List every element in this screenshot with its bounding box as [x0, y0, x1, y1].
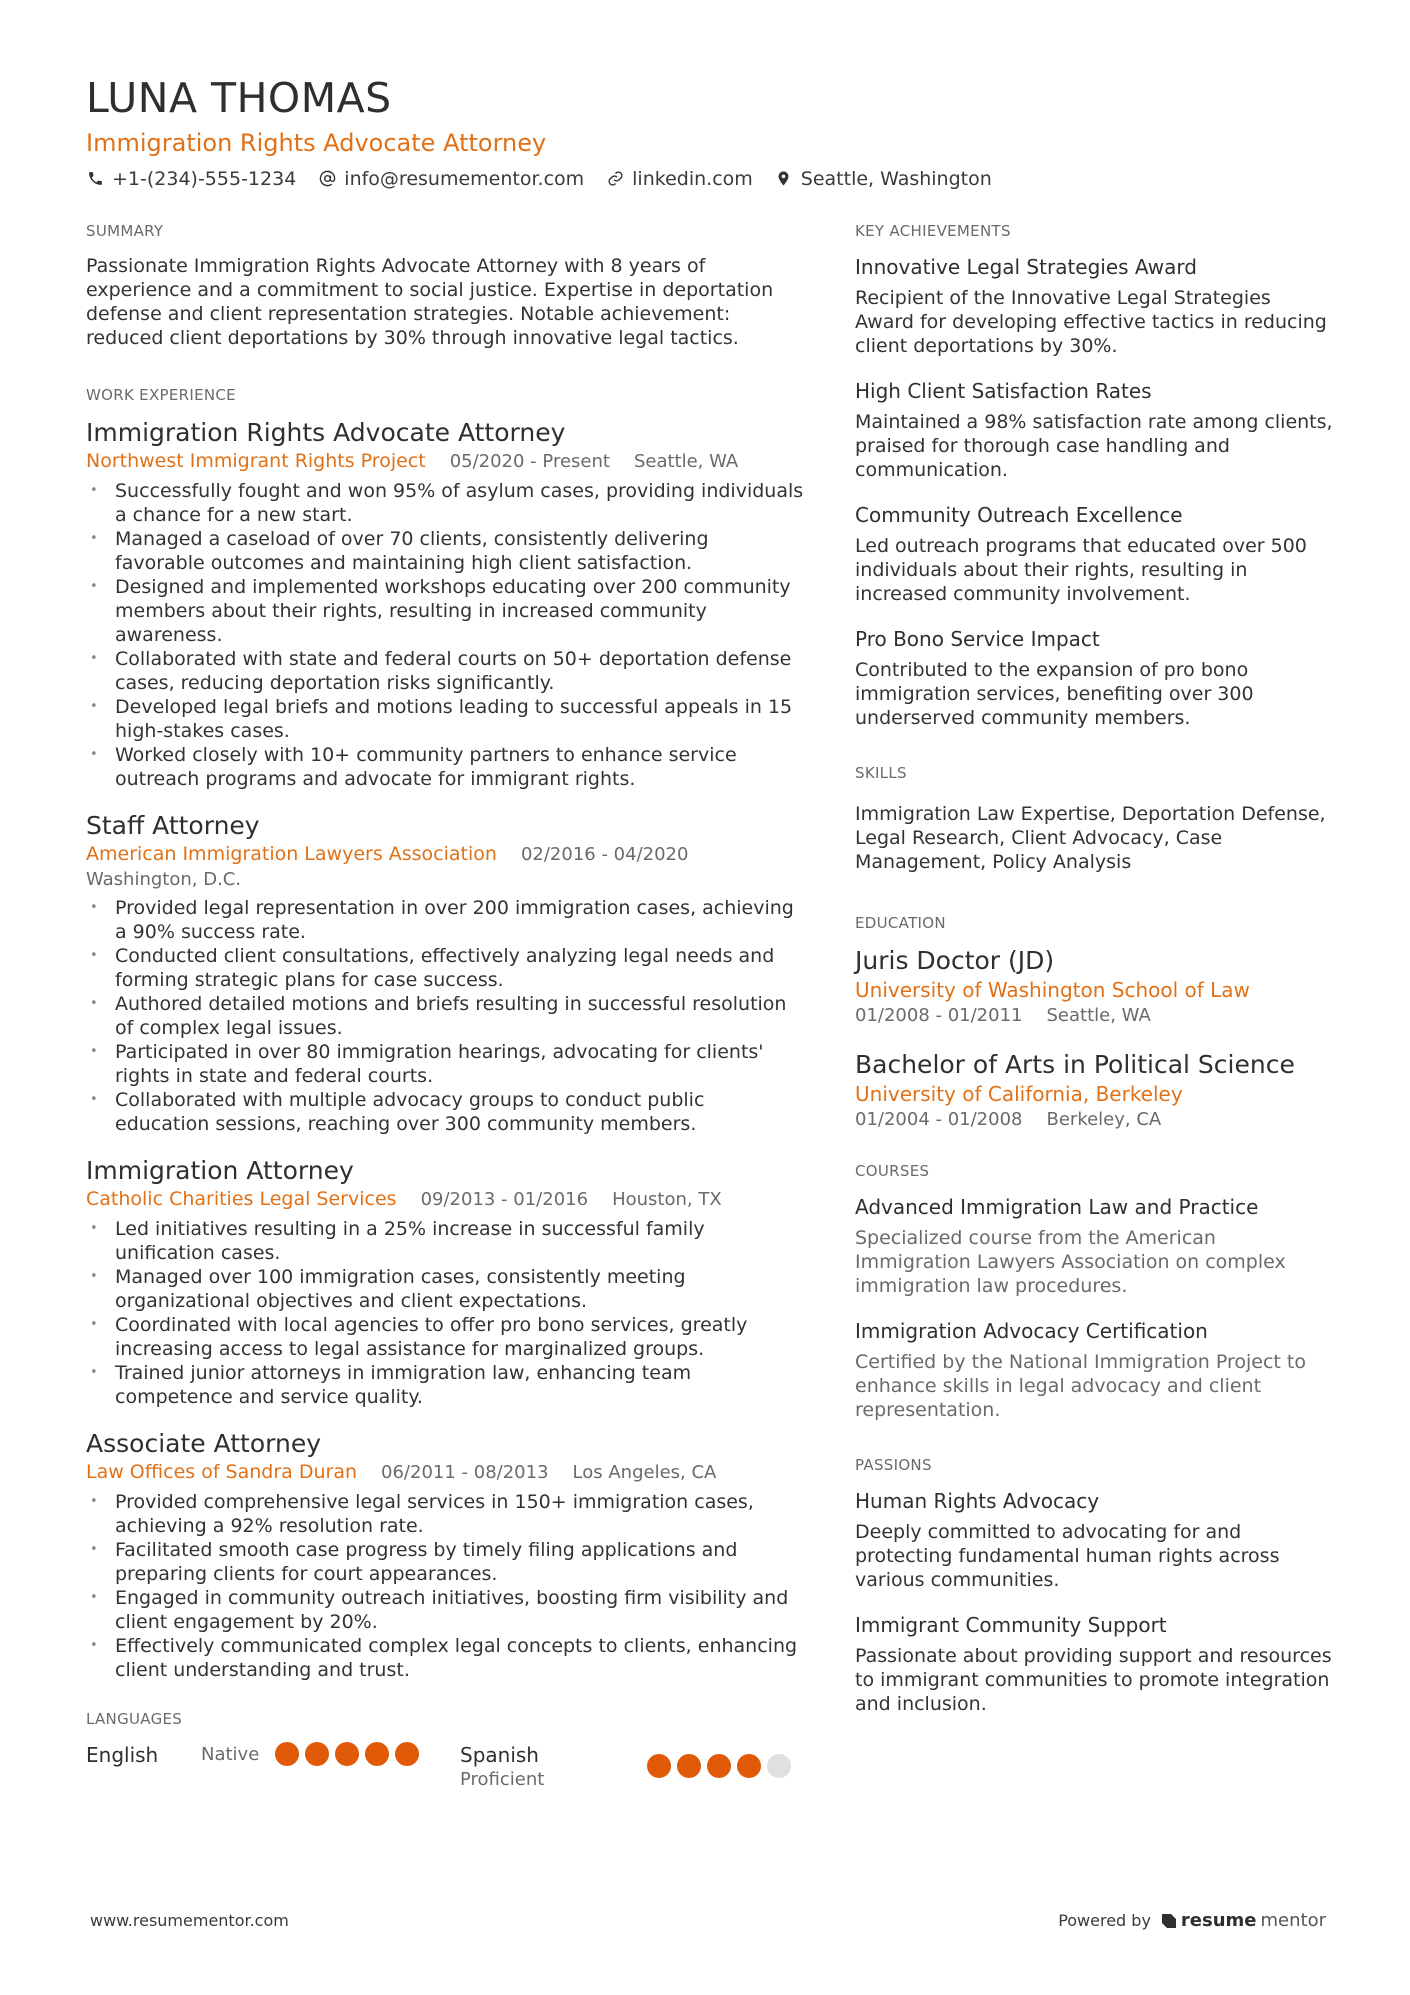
passion-item [855, 1612, 1335, 1716]
job-bullets [86, 479, 804, 791]
bullet-item: • Managed a caseload of over 70 clients, consistently delivering favorable outcomes and maintaining high client satisfaction. [86, 527, 804, 575]
location-text: Seattle, Washington [800, 167, 992, 190]
skills-heading: SKILLS [855, 764, 907, 782]
course-item [855, 1318, 1335, 1422]
bullet-item: • Coordinated with local agencies to offer pro bono services, greatly increasing access to legal assistance for marginalized groups. [86, 1313, 804, 1361]
language-name: Spanish [460, 1743, 539, 1767]
rating-dot-filled [305, 1742, 329, 1766]
bullet-item: • Authored detailed motions and briefs resulting in successful resolution of complex legal issues. [86, 992, 804, 1040]
brand-logo [1161, 1910, 1326, 1931]
education-meta [855, 1108, 1335, 1132]
linkedin-text: linkedin.com [632, 167, 753, 190]
bullet-item: • Facilitated smooth case progress by timely filing applications and preparing clients for court appearances. [86, 1538, 804, 1586]
job-dates: 09/2013 - 01/2016 [420, 1189, 589, 1210]
bullet-item: • Collaborated with multiple advocacy groups to conduct public education sessions, reaching over 300 community members. [86, 1088, 804, 1136]
job-meta [86, 448, 804, 475]
job-meta [86, 1459, 804, 1486]
job-dates: 05/2020 - Present [449, 451, 610, 472]
language-level: Native [201, 1744, 260, 1765]
education-school: University of California, Berkeley [855, 1082, 1183, 1106]
summary-text: Passionate Immigration Rights Advocate Attorney with 8 years of experience and a commitment to social justice. Expertise in deportation defense and client representation strategies. Notable achievement: reduced client deportations by 30% through innovative legal tactics. [86, 255, 774, 349]
powered-by-text: Powered by [1058, 1911, 1151, 1930]
rating-dot-filled [737, 1754, 761, 1778]
contact-email[interactable] [318, 168, 584, 190]
phone-text: +1-(234)-555-1234 [112, 167, 297, 190]
job-meta [86, 1186, 804, 1213]
summary-section [86, 222, 804, 350]
education-degree: Juris Doctor (JD) [855, 946, 1055, 975]
languages-section [86, 1710, 804, 1792]
job-title: Staff Attorney [86, 811, 260, 840]
bullet-item: • Collaborated with state and federal courts on 50+ deportation defense cases, reducing deportation risks significantly. [86, 647, 804, 695]
achievement-desc: Recipient of the Innovative Legal Strategies Award for developing effective tactics in reducing client deportations by 30%. [855, 287, 1327, 357]
job-entry [86, 1156, 804, 1409]
job-title: Immigration Rights Advocate Attorney [86, 418, 566, 447]
achievement-title: Community Outreach Excellence [855, 503, 1183, 527]
job-location: Washington, D.C. [86, 869, 242, 890]
bullet-item: • Effectively communicated complex legal concepts to clients, enhancing client understanding and trust. [86, 1634, 804, 1682]
job-company: Law Offices of Sandra Duran [86, 1461, 358, 1483]
bullet-item: • Managed over 100 immigration cases, consistently meeting organizational objectives and client expectations. [86, 1265, 804, 1313]
bullet-item: • Worked closely with 10+ community partners to enhance service outreach programs and advocate for immigrant rights. [86, 743, 804, 791]
job-title: Immigration Attorney [86, 1156, 354, 1185]
rating-dot-filled [395, 1742, 419, 1766]
achievements-heading: KEY ACHIEVEMENTS [855, 222, 1011, 240]
course-item [855, 1194, 1335, 1298]
education-dates: 01/2004 - 01/2008 [855, 1109, 1023, 1130]
rating-dot-empty [767, 1754, 791, 1778]
experience-section [86, 386, 804, 1682]
bullet-item: • Participated in over 80 immigration hearings, advocating for clients' rights in state and federal courts. [86, 1040, 804, 1088]
bullet-item: • Provided legal representation in over 200 immigration cases, achieving a 90% success rate. [86, 896, 804, 944]
job-location: Seattle, WA [633, 451, 739, 472]
rating-dot-filled [335, 1742, 359, 1766]
achievement-item [855, 626, 1335, 730]
job-company: American Immigration Lawyers Association [86, 843, 497, 865]
bullet-item: • Engaged in community outreach initiatives, boosting firm visibility and client engagement by 20%. [86, 1586, 804, 1634]
courses-section [855, 1162, 1335, 1422]
course-desc: Certified by the National Immigration Project to enhance skills in legal advocacy and client representation. [855, 1351, 1306, 1421]
job-entry [86, 418, 804, 791]
right-column [855, 222, 1335, 1752]
rating-dot-filled [365, 1742, 389, 1766]
passion-title: Human Rights Advocacy [855, 1489, 1100, 1513]
job-dates: 06/2011 - 08/2013 [381, 1462, 549, 1483]
language-name: English [86, 1743, 159, 1767]
at-icon [318, 170, 336, 188]
summary-heading: SUMMARY [86, 222, 164, 240]
bullet-item: • Provided comprehensive legal services in 150+ immigration cases, achieving a 92% resolution rate. [86, 1490, 804, 1538]
bullet-item: • Developed legal briefs and motions leading to successful appeals in 15 high-stakes cases. [86, 695, 804, 743]
achievement-item [855, 378, 1335, 482]
brand-name-light: mentor [1260, 1910, 1326, 1931]
courses-heading: COURSES [855, 1162, 930, 1180]
bullet-item: • Designed and implemented workshops educating over 200 community members about their rights, resulting in increased community awareness. [86, 575, 804, 647]
contact-row [86, 168, 1336, 190]
achievement-title: High Client Satisfaction Rates [855, 379, 1152, 403]
candidate-title: Immigration Rights Advocate Attorney [86, 129, 547, 158]
achievement-title: Pro Bono Service Impact [855, 627, 1100, 651]
skills-text: Immigration Law Expertise, Deportation Defense, Legal Research, Client Advocacy, Case Management, Policy Analysis [855, 803, 1326, 873]
achievement-desc: Led outreach programs that educated over 500 individuals about their rights, resulting in increased community involvement. [855, 535, 1307, 605]
bullet-item: • Successfully fought and won 95% of asylum cases, providing individuals a chance for a new start. [86, 479, 804, 527]
candidate-name: LUNA THOMAS [86, 74, 392, 122]
passions-section [855, 1456, 1335, 1716]
passions-heading: PASSIONS [855, 1456, 932, 1474]
passion-item [855, 1488, 1335, 1592]
education-item [855, 1050, 1335, 1132]
job-company: Northwest Immigrant Rights Project [86, 450, 426, 472]
education-location: Seattle, WA [1046, 1005, 1151, 1026]
education-section [855, 914, 1335, 1132]
education-degree: Bachelor of Arts in Political Science [855, 1050, 1295, 1079]
achievement-title: Innovative Legal Strategies Award [855, 255, 1197, 279]
rating-dot-filled [275, 1742, 299, 1766]
brand-logo-icon [1161, 1913, 1177, 1929]
resume-header [86, 76, 1336, 190]
education-heading: EDUCATION [855, 914, 946, 932]
job-title: Associate Attorney [86, 1429, 322, 1458]
rating-dot-filled [707, 1754, 731, 1778]
course-title: Immigration Advocacy Certification [855, 1319, 1208, 1343]
job-meta [86, 841, 804, 868]
job-entry [86, 1429, 804, 1682]
passion-desc: Passionate about providing support and resources to immigrant communities to promote integration and inclusion. [855, 1645, 1332, 1715]
email-text: info@resumementor.com [344, 167, 585, 190]
contact-linkedin[interactable] [606, 168, 753, 190]
achievement-desc: Contributed to the expansion of pro bono immigration services, benefiting over 300 underserved community members. [855, 659, 1254, 729]
achievement-item [855, 254, 1335, 358]
link-icon [606, 170, 624, 188]
education-meta [855, 1004, 1335, 1028]
phone-icon [86, 170, 104, 188]
contact-location [775, 168, 992, 190]
language-label-group [460, 1742, 647, 1792]
rating-dot-filled [647, 1754, 671, 1778]
job-bullets [86, 1217, 804, 1409]
footer-brand [1058, 1910, 1326, 1931]
experience-heading: WORK EXPERIENCE [86, 386, 236, 404]
location-pin-icon [775, 170, 793, 188]
education-item [855, 946, 1335, 1028]
job-company: Catholic Charities Legal Services [86, 1188, 397, 1210]
achievement-desc: Maintained a 98% satisfaction rate among clients, praised for thorough case handling and communication. [855, 411, 1333, 481]
footer-website[interactable]: www.resumementor.com [90, 1911, 289, 1930]
education-location: Berkeley, CA [1046, 1109, 1162, 1130]
brand-name-bold: resume [1180, 1910, 1257, 1931]
language-spanish [460, 1742, 791, 1792]
job-dates: 02/2016 - 04/2020 [520, 844, 689, 865]
rating-dot-filled [677, 1754, 701, 1778]
bullet-item: • Conducted client consultations, effectively analyzing legal needs and forming strategic plans for case success. [86, 944, 804, 992]
left-column [86, 222, 804, 1828]
achievements-section [855, 222, 1335, 730]
job-entry [86, 811, 804, 1136]
language-english [86, 1742, 460, 1768]
course-title: Advanced Immigration Law and Practice [855, 1195, 1259, 1219]
page-footer [90, 1910, 1326, 1931]
bullet-item: • Led initiatives resulting in a 25% increase in successful family unification cases. [86, 1217, 804, 1265]
languages-heading: LANGUAGES [86, 1710, 183, 1728]
languages-list [86, 1742, 804, 1792]
job-bullets [86, 896, 804, 1136]
contact-phone [86, 168, 296, 190]
language-level: Proficient [460, 1769, 545, 1790]
job-bullets [86, 1490, 804, 1682]
language-rating [647, 1754, 791, 1778]
achievement-item [855, 502, 1335, 606]
passion-title: Immigrant Community Support [855, 1613, 1167, 1637]
passion-desc: Deeply committed to advocating for and protecting fundamental human rights across various communities. [855, 1521, 1280, 1591]
skills-section [855, 764, 1335, 874]
course-desc: Specialized course from the American Immigration Lawyers Association on complex immigration law procedures. [855, 1227, 1286, 1297]
education-school: University of Washington School of Law [855, 978, 1250, 1002]
education-dates: 01/2008 - 01/2011 [855, 1005, 1023, 1026]
bullet-item: • Trained junior attorneys in immigration law, enhancing team competence and service quality. [86, 1361, 804, 1409]
job-location: Los Angeles, CA [572, 1462, 717, 1483]
job-location: Houston, TX [612, 1189, 722, 1210]
language-rating [275, 1742, 419, 1766]
